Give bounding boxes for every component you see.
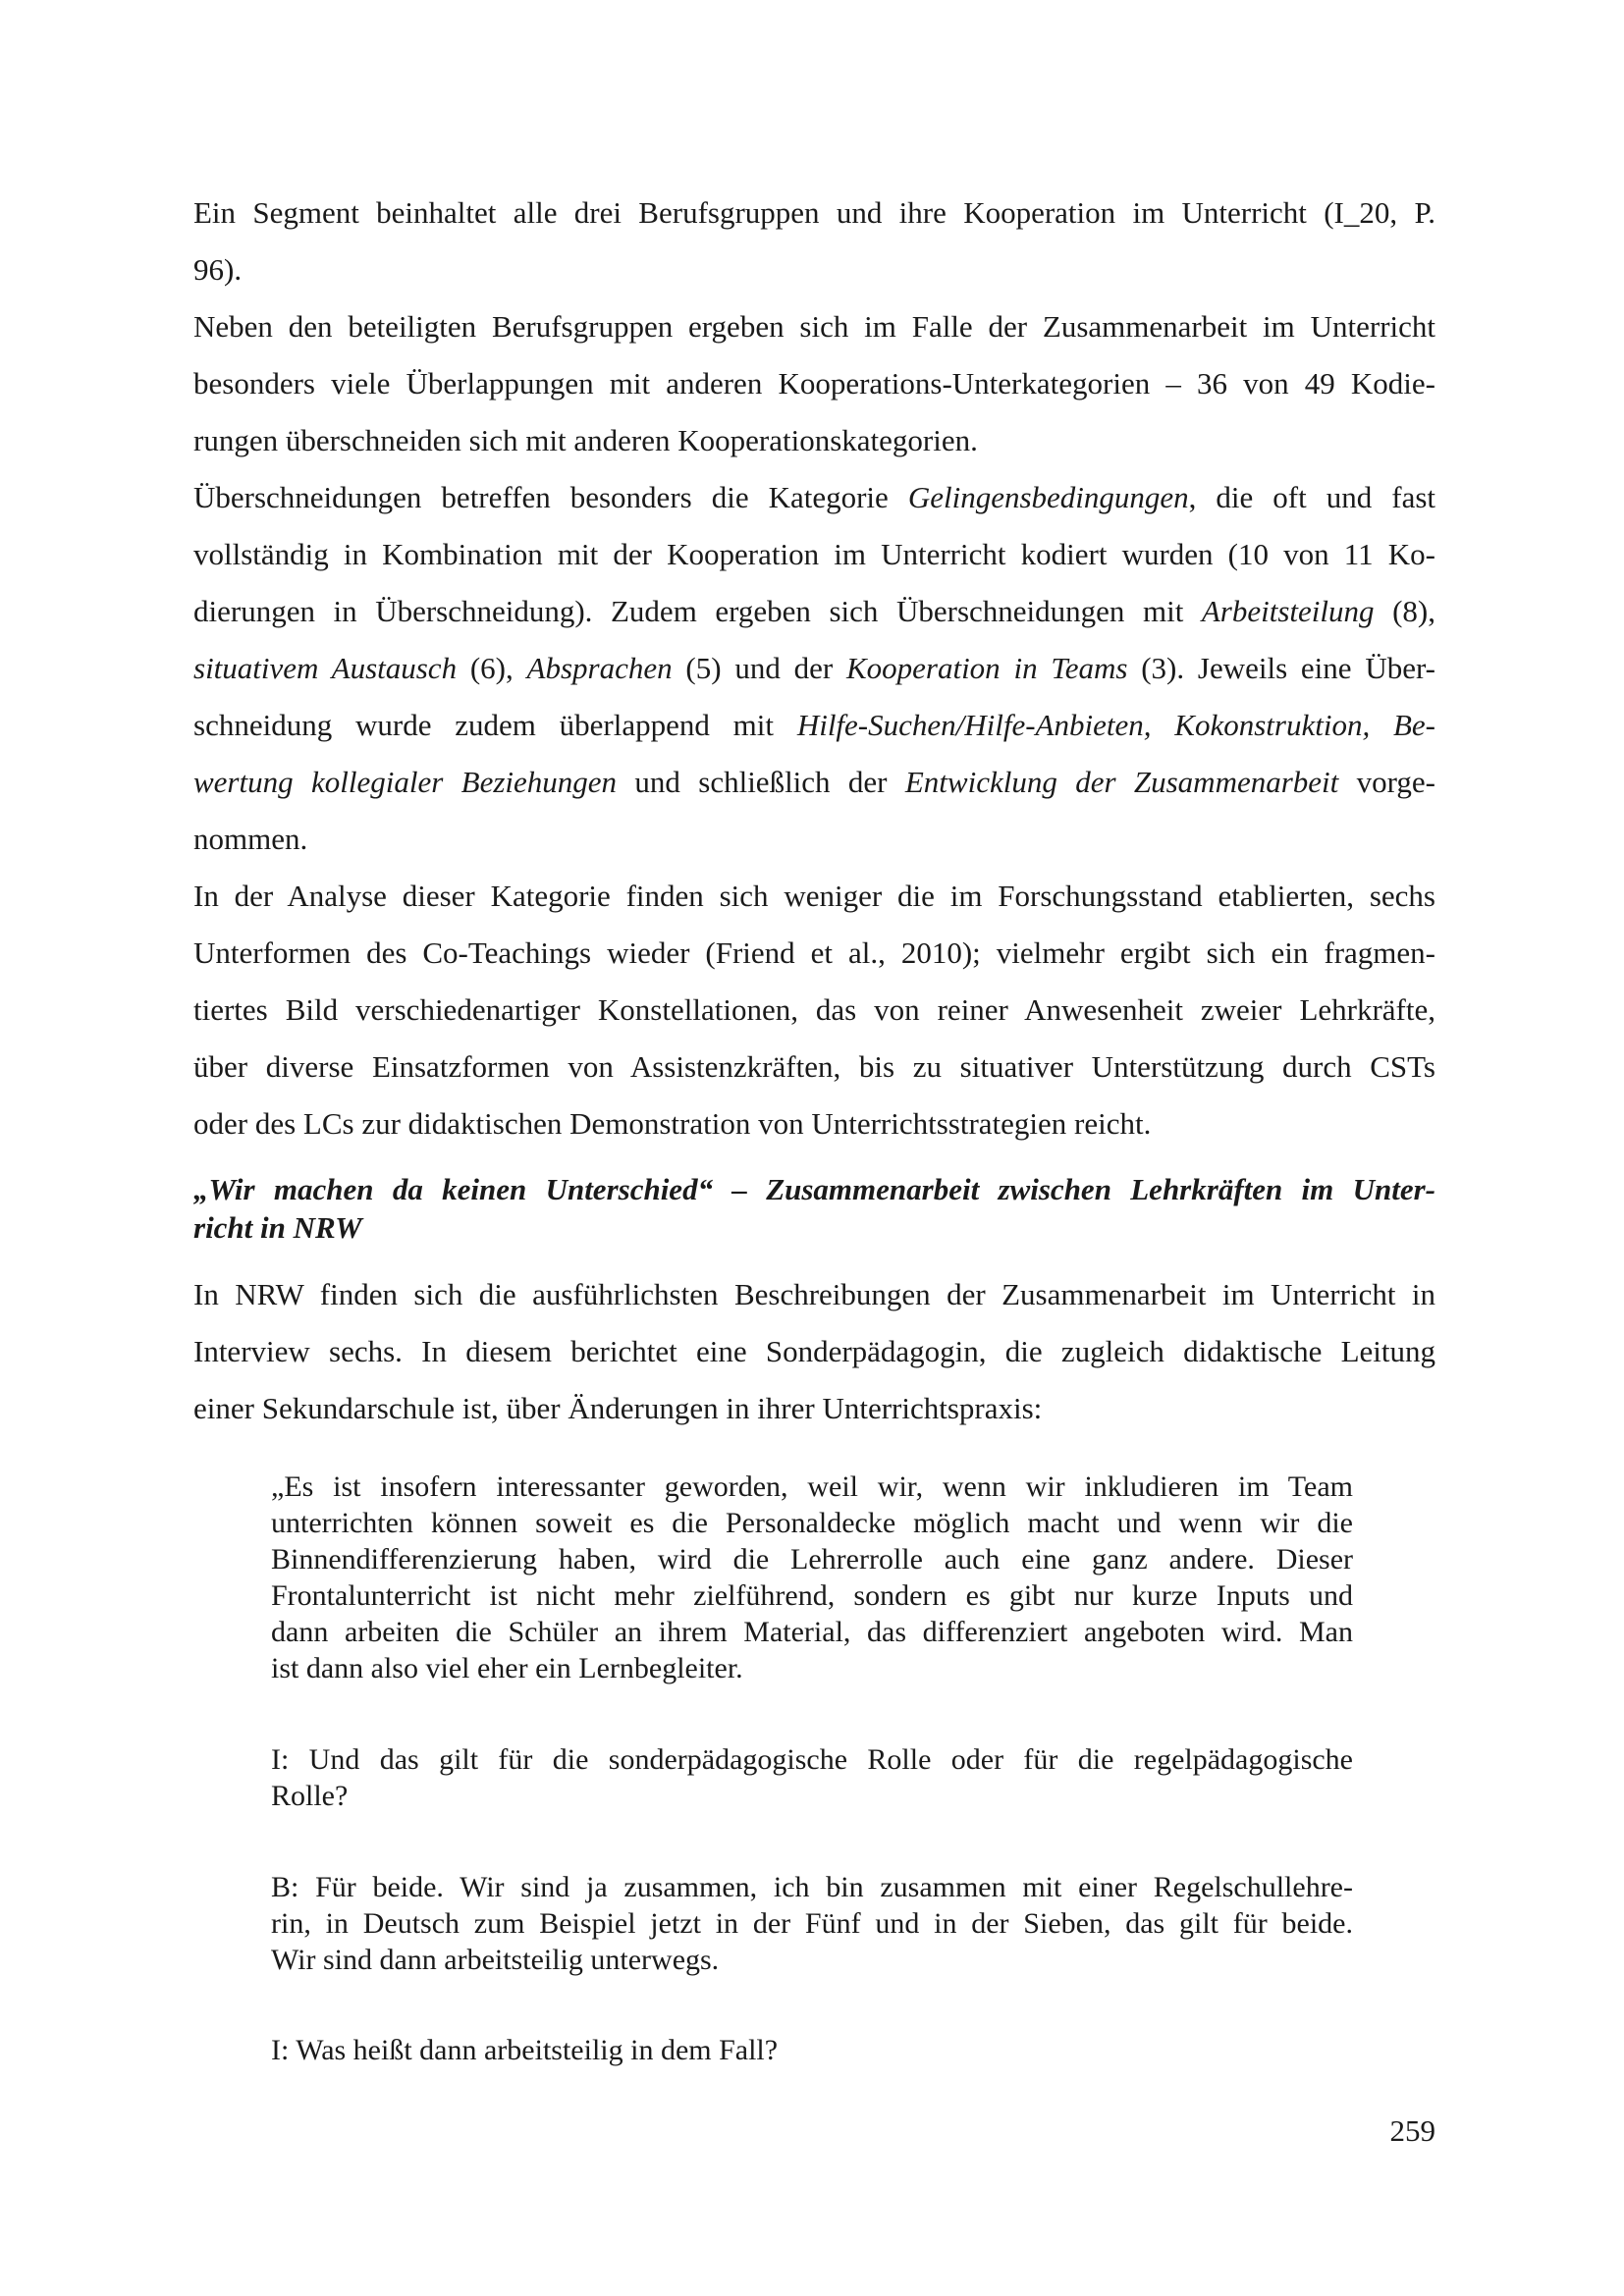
category-term: Entwicklung der Zusammenarbeit — [904, 765, 1339, 799]
section-heading — [193, 1170, 1435, 1247]
text-line — [193, 469, 1435, 526]
text-line: einer Sekundarschule ist, über Änderungen in ihrer Unterrichtspraxis: — [193, 1391, 1043, 1425]
category-term: Hilfe-Suchen/Hilfe-Anbieten, Kokonstruktion, Be- — [796, 708, 1435, 742]
paragraph-categories — [193, 469, 1435, 868]
text-run: (5) und der — [672, 651, 846, 685]
text-line: Neben den beteiligten Berufsgruppen ergeben sich im Falle der Zusammenarbeit im Unterricht — [193, 309, 1435, 344]
text-line: 96). — [193, 252, 243, 287]
category-term: Gelingensbedingungen — [907, 480, 1189, 514]
paragraph-nrw — [193, 1266, 1435, 1437]
quote-line: Frontalunterricht ist nicht mehr zielführend, sondern es gibt nur kurze Inputs und — [271, 1579, 1353, 1612]
text-run: , die oft und fast — [1188, 480, 1435, 514]
block-quote — [271, 1741, 1353, 1814]
text-run: Überschneidungen betreffen besonders die Kategorie — [193, 480, 908, 514]
quote-line: I: Was heißt dann arbeitsteilig in dem Fall? — [271, 2034, 779, 2066]
heading-line: „Wir machen da keinen Unterschied“ – Zusammenarbeit zwischen Lehrkräften im Unter- — [193, 1172, 1435, 1206]
text-line — [193, 640, 1435, 697]
quote-line: unterrichten können soweit es die Personaldecke möglich macht und wenn wir die — [271, 1507, 1353, 1539]
page-number: 259 — [1389, 2113, 1435, 2148]
text-run: und schließlich der — [617, 765, 905, 799]
text-line: besonders viele Überlappungen mit anderen Kooperations-Unterkategorien – 36 von 49 Kodie- — [193, 366, 1435, 400]
block-quote — [271, 1869, 1353, 1978]
category-term: Arbeitsteilung — [1201, 594, 1375, 628]
heading-line: richt in NRW — [193, 1210, 362, 1245]
category-term: situativem Austausch — [193, 651, 458, 685]
text-line: Unterformen des Co-Teachings wieder (Friend et al., 2010); vielmehr ergibt sich ein fragmen- — [193, 935, 1435, 970]
text-line: Ein Segment beinhaltet alle drei Berufsgruppen und ihre Kooperation im Unterricht (I_20, P. — [193, 195, 1435, 230]
text-line: oder des LCs zur didaktischen Demonstration von Unterrichtsstrategien reicht. — [193, 1106, 1152, 1141]
text-line: In der Analyse dieser Kategorie finden sich weniger die im Forschungsstand etablierten, sechs — [193, 879, 1435, 913]
text-run: dierungen in Überschneidung). Zudem ergeben sich Überschneidungen mit — [193, 594, 1202, 628]
text-run: (3). Jeweils eine Über- — [1127, 651, 1435, 685]
quote-line: Rolle? — [271, 1780, 349, 1812]
text-line: über diverse Einsatzformen von Assistenzkräften, bis zu situativer Unterstützung durch CSTs — [193, 1049, 1435, 1084]
category-term: Absprachen — [526, 651, 673, 685]
text-line — [193, 583, 1435, 640]
text-line: rungen überschneiden sich mit anderen Kooperationskategorien. — [193, 423, 978, 457]
quote-line: „Es ist insofern interessanter geworden, weil wir, wenn wir inkludieren im Team — [271, 1470, 1353, 1503]
quote-line: rin, in Deutsch zum Beispiel jetzt in der Fünf und in der Sieben, das gilt für beide. — [271, 1907, 1353, 1940]
text-line: tiertes Bild verschiedenartiger Konstellationen, das von reiner Anwesenheit zweier Lehrkräfte, — [193, 992, 1435, 1027]
paragraph-overlap — [193, 298, 1435, 469]
text-line: vollständig in Kombination mit der Kooperation im Unterricht kodiert wurden (10 von 11 Ko- — [193, 537, 1435, 571]
text-run: (6), — [457, 651, 527, 685]
block-quote — [271, 1468, 1353, 1686]
quote-line: B: Für beide. Wir sind ja zusammen, ich bin zusammen mit einer Regelschullehre- — [271, 1871, 1353, 1903]
text-line: Interview sechs. In diesem berichtet eine Sonderpädagogin, die zugleich didaktische Leitung — [193, 1334, 1435, 1368]
text-line — [193, 754, 1435, 811]
text-run: vorge- — [1338, 765, 1435, 799]
text-run: (8), — [1374, 594, 1435, 628]
text-line — [193, 697, 1435, 754]
text-run: schneidung wurde zudem überlappend mit — [193, 708, 797, 742]
quote-line: I: Und das gilt für die sonderpädagogische Rolle oder für die regelpädagogische — [271, 1743, 1353, 1776]
category-term: Kooperation in Teams — [845, 651, 1128, 685]
quote-line: ist dann also viel eher ein Lernbegleiter. — [271, 1652, 743, 1684]
quote-line: dann arbeiten die Schüler an ihrem Material, das differenziert angeboten wird. Man — [271, 1616, 1353, 1648]
paragraph-segment — [193, 185, 1435, 298]
block-quote — [271, 2032, 1353, 2068]
quote-line: Wir sind dann arbeitsteilig unterwegs. — [271, 1944, 720, 1976]
category-term: wertung kollegialer Beziehungen — [193, 765, 618, 799]
quote-line: Binnendifferenzierung haben, wird die Lehrerrolle auch eine ganz andere. Dieser — [271, 1543, 1353, 1575]
text-line: In NRW finden sich die ausführlichsten Beschreibungen der Zusammenarbeit im Unterricht in — [193, 1277, 1435, 1311]
text-line: nommen. — [193, 822, 308, 856]
paragraph-analysis — [193, 868, 1435, 1152]
